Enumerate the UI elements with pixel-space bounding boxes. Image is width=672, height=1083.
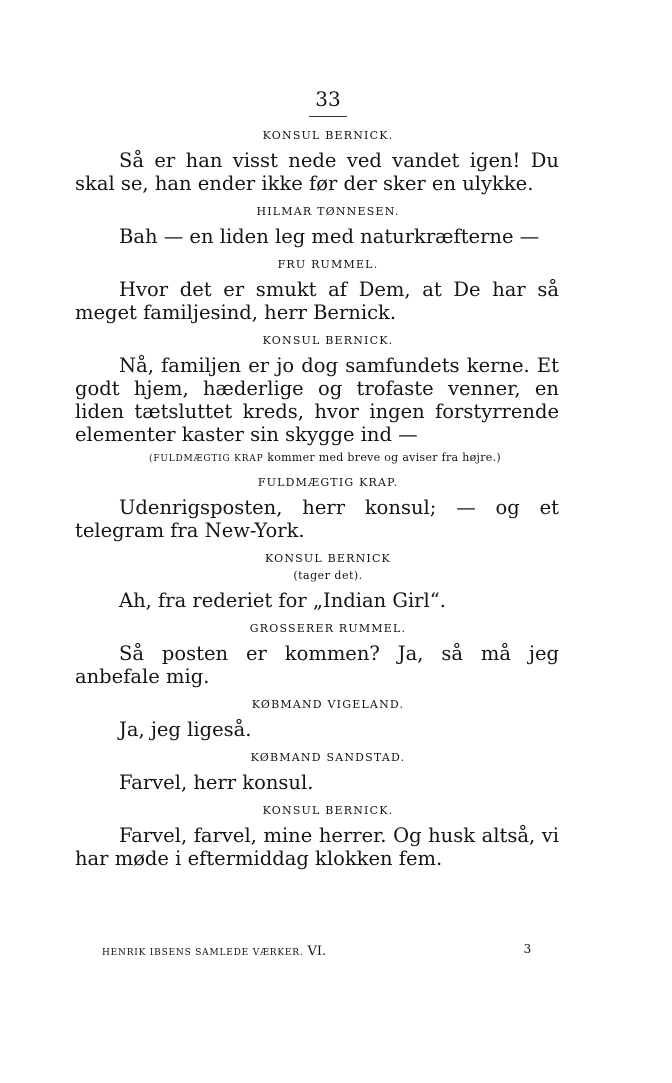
speaker-name: GROSSERER RUMMEL. — [249, 622, 407, 635]
page-number-rule — [309, 116, 347, 117]
dialogue-block — [75, 804, 559, 870]
dialogue-block — [75, 476, 559, 542]
footer-volume: VI. — [307, 944, 327, 959]
speech-text: Nå, familjen er jo dog samfundets kerne. Et godt hjem, hæderlige og trofaste venner, en liden tætsluttet kreds, hvor ingen forstyrrende elementer kaster sin skygge ind — — [75, 354, 559, 446]
speaker-name: KONSUL BERNICK — [265, 552, 391, 565]
speaker-name: KONSUL BERNICK. — [262, 129, 394, 142]
stage-direction-name: (FULDMÆGTIG KRAP — [149, 454, 264, 464]
speech-text: Ja, jeg ligeså. — [119, 718, 252, 741]
stage-direction-text: kommer med breve og aviser fra højre.) — [263, 451, 501, 464]
dialogue-block — [75, 751, 559, 794]
dialogue-block — [75, 698, 559, 741]
book-page — [75, 86, 559, 870]
dialogue-block — [75, 622, 559, 688]
dialogue-block — [75, 129, 559, 195]
speech-text: Så er han visst nede ved vandet igen! Du skal se, han ender ikke før der sker en ulykke. — [75, 149, 559, 195]
speech-text: Hvor det er smukt af Dem, at De har så meget familjesind, herr Bernick. — [75, 278, 559, 324]
speech-text: Udenrigsposten, herr konsul; — og et telegram fra New-York. — [75, 496, 559, 542]
signature-mark: 3 — [523, 942, 532, 956]
page-footer — [102, 944, 532, 959]
stage-direction — [75, 451, 559, 466]
speech-text: Bah — en liden leg med naturkræfterne — — [119, 225, 540, 248]
speech-text: Ah, fra rederiet for „Indian Girl“. — [119, 589, 446, 612]
speech-text: Så posten er kommen? Ja, så må jeg anbefale mig. — [75, 642, 559, 688]
speaker-name: FRU RUMMEL. — [277, 258, 379, 271]
speech-text: Farvel, farvel, mine herrer. Og husk altså, vi har møde i eftermiddag klokken fem. — [75, 824, 559, 870]
speaker-name: HILMAR TØNNESEN. — [256, 205, 400, 218]
page-number: 33 — [315, 87, 341, 111]
speaker-name: KONSUL BERNICK. — [262, 334, 394, 347]
dialogue-block — [75, 552, 559, 612]
dialogue-block — [75, 205, 559, 248]
speaker-name: KØBMAND VIGELAND. — [251, 698, 405, 711]
speaker-name: KONSUL BERNICK. — [262, 804, 394, 817]
speech-text: Farvel, herr konsul. — [119, 771, 314, 794]
footer-title: HENRIK IBSENS SAMLEDE VÆRKER. — [102, 948, 304, 958]
dialogue-block — [75, 258, 559, 324]
dialogue-block — [75, 334, 559, 446]
speaker-direction: (tager det). — [293, 569, 363, 582]
speaker-name: FULDMÆGTIG KRAP. — [257, 476, 399, 489]
speaker-name: KØBMAND SANDSTAD. — [250, 751, 406, 764]
